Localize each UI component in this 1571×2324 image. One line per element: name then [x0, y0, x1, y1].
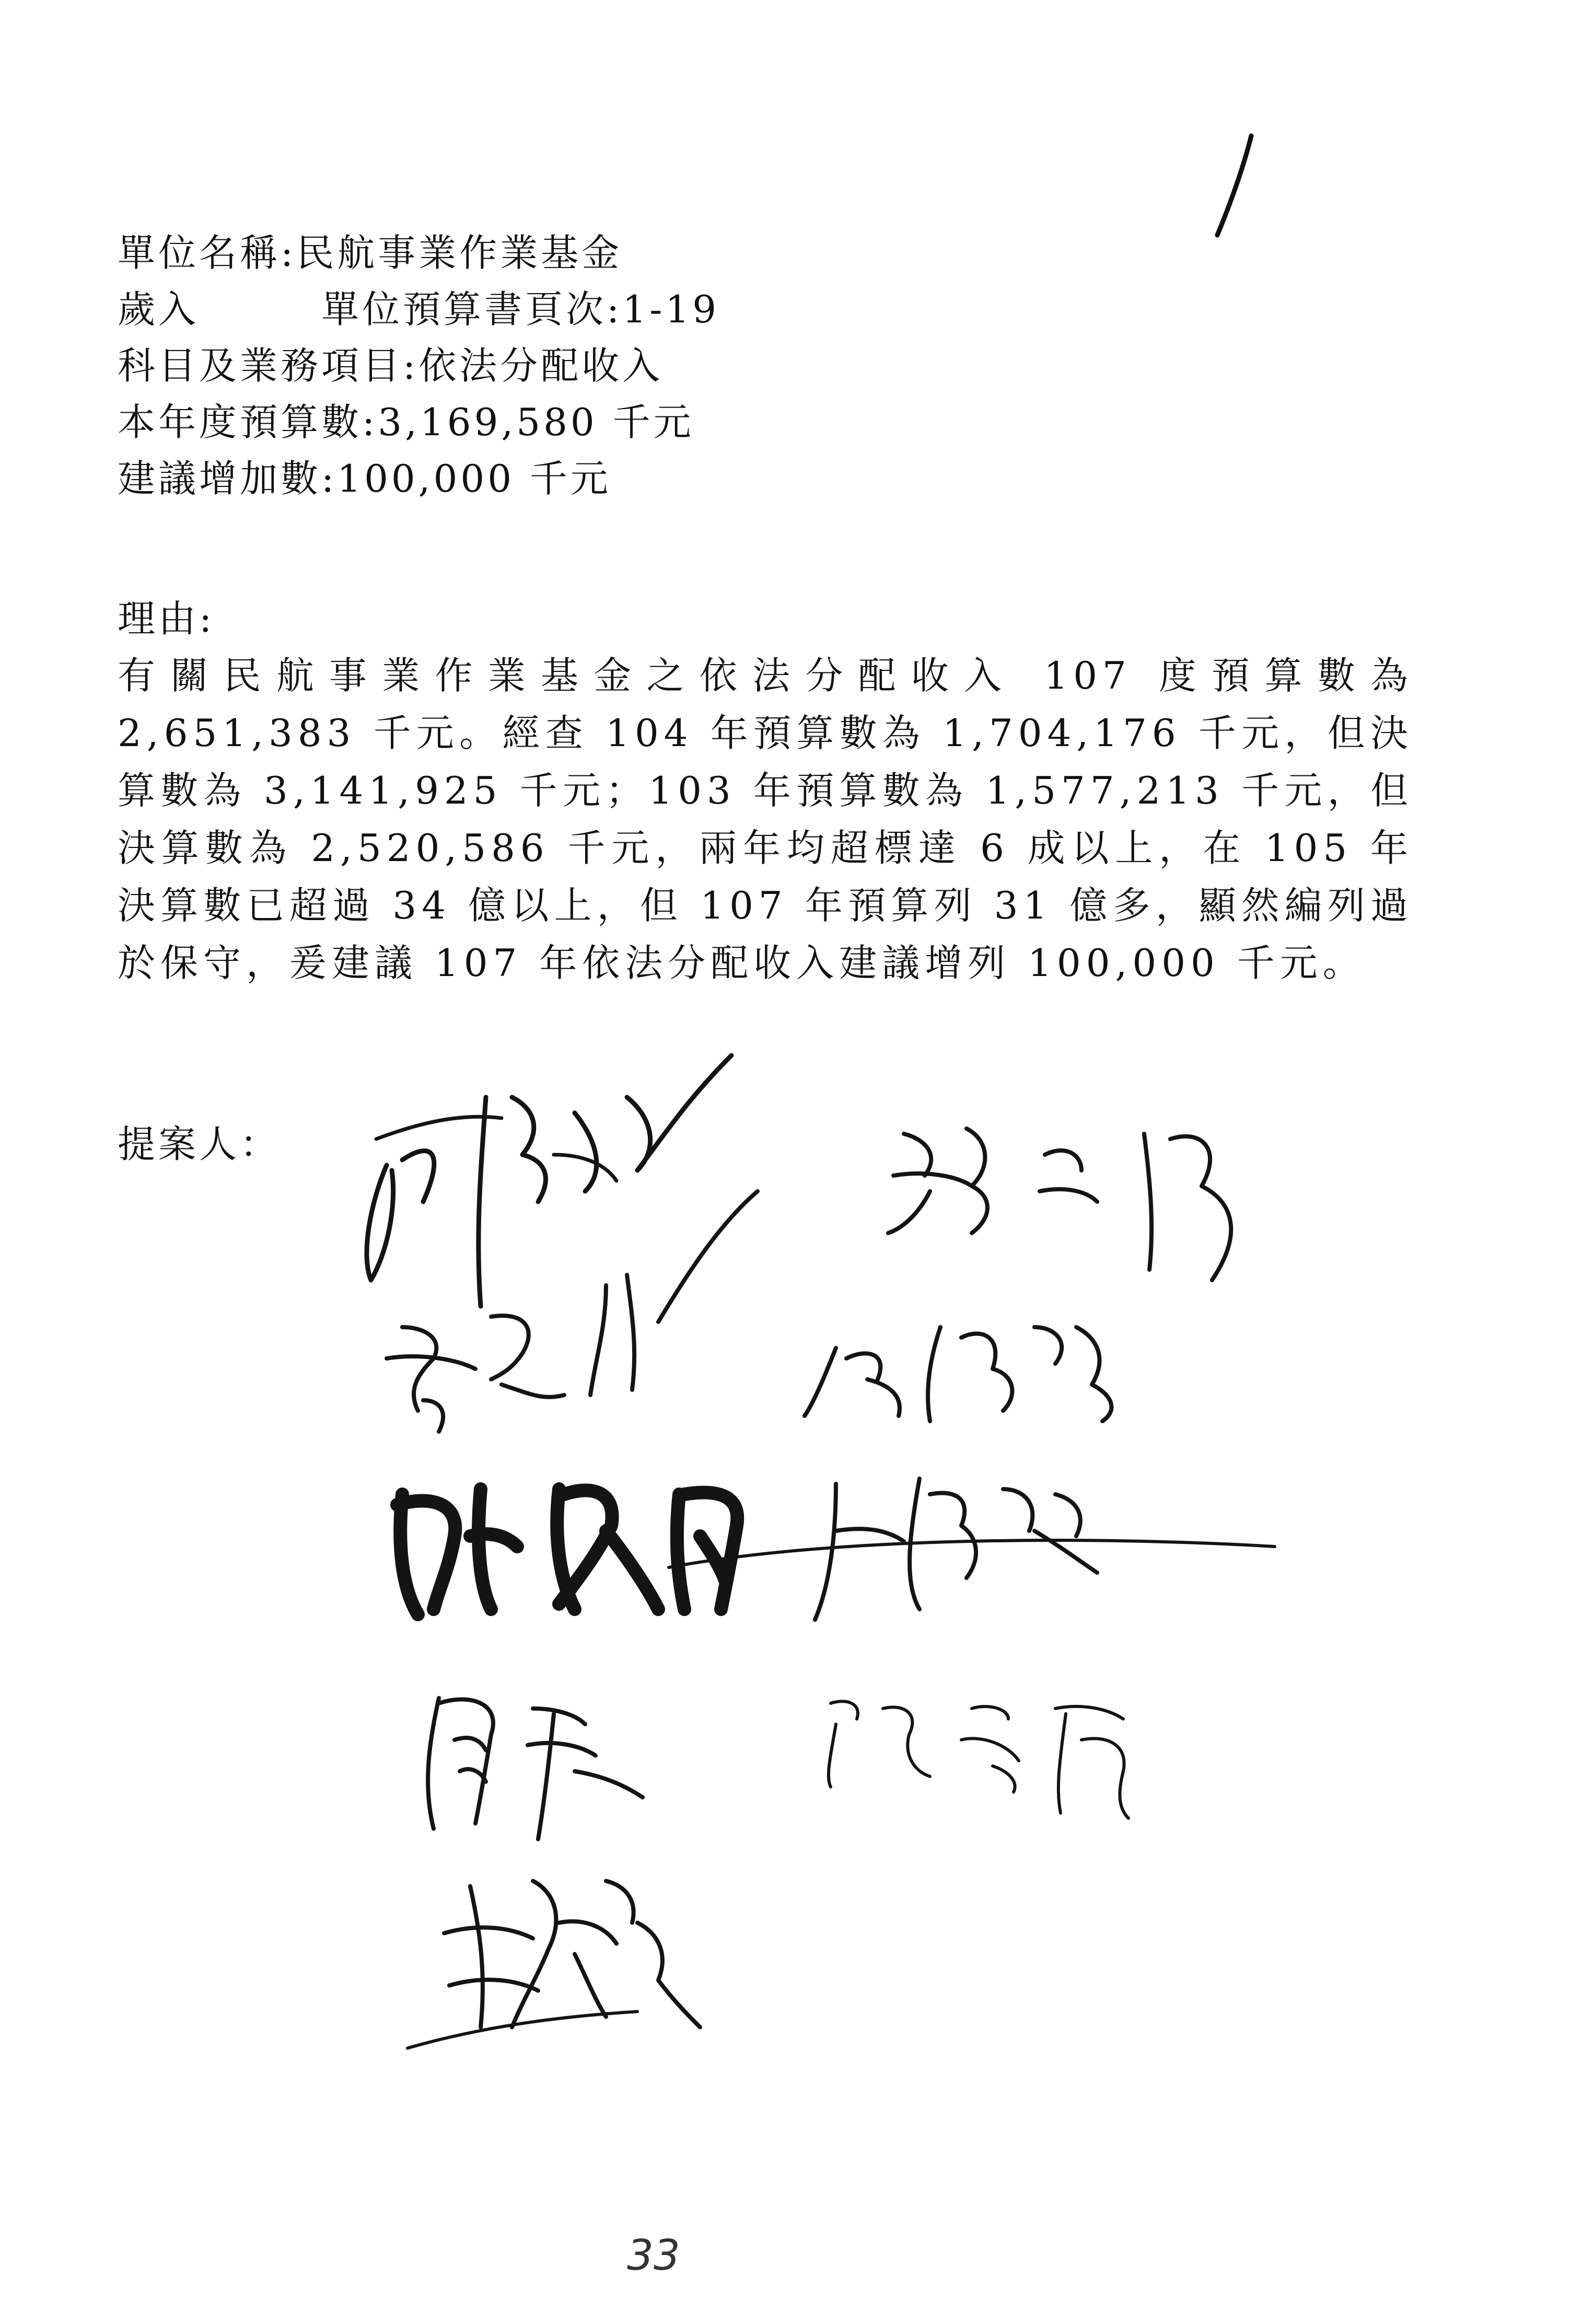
- signature-1: [367, 1055, 731, 1306]
- signature-6: [669, 1479, 1275, 1620]
- reason-block: [118, 590, 1430, 992]
- signature-3: [387, 1191, 758, 1432]
- page-number: 33: [627, 2231, 680, 2280]
- signature-9: [408, 1881, 700, 2048]
- page-number-mark: [1202, 131, 1264, 240]
- reason-text: 有關民航事業作業基金之依法分配收入 107 度預算數為 2,651,383 千元。經查 104 年預算數為 1,704,176 千元，但決算數為 3,141,925 千元；103 年預算數為 1,577,213 千元，但決算數為 2,520,586 千元，兩年均超標達 6 成以上，在 105 年決算數已超過 34 億以上，但 107 年預算列 31 億多，顯然編列過於保守，爰建議 107 年依法分配收入建議增列 100,000 千元。: [118, 654, 1430, 985]
- increase-amount-line: 建議增加數:100,000 千元: [118, 457, 611, 501]
- signature-area: [313, 1035, 1437, 2106]
- signature-2: [888, 1129, 1231, 1280]
- item-line: 科目及業務項目:依法分配收入: [118, 344, 664, 388]
- proposer-label: 提案人：: [118, 1122, 281, 1166]
- reason-title: 理由:: [118, 597, 215, 641]
- budget-amount-line: 本年度預算數:3,169,580 千元: [118, 400, 694, 444]
- signature-4: [805, 1327, 1111, 1421]
- header-block: [118, 225, 1424, 507]
- signature-8: [829, 1701, 1128, 1818]
- unit-name-line: 單位名稱:民航事業作業基金: [118, 231, 623, 275]
- signature-5: [397, 1489, 737, 1614]
- signature-7: [428, 1698, 643, 1839]
- budget-type-line: 歲入 單位預算書頁次:1-19: [118, 287, 720, 331]
